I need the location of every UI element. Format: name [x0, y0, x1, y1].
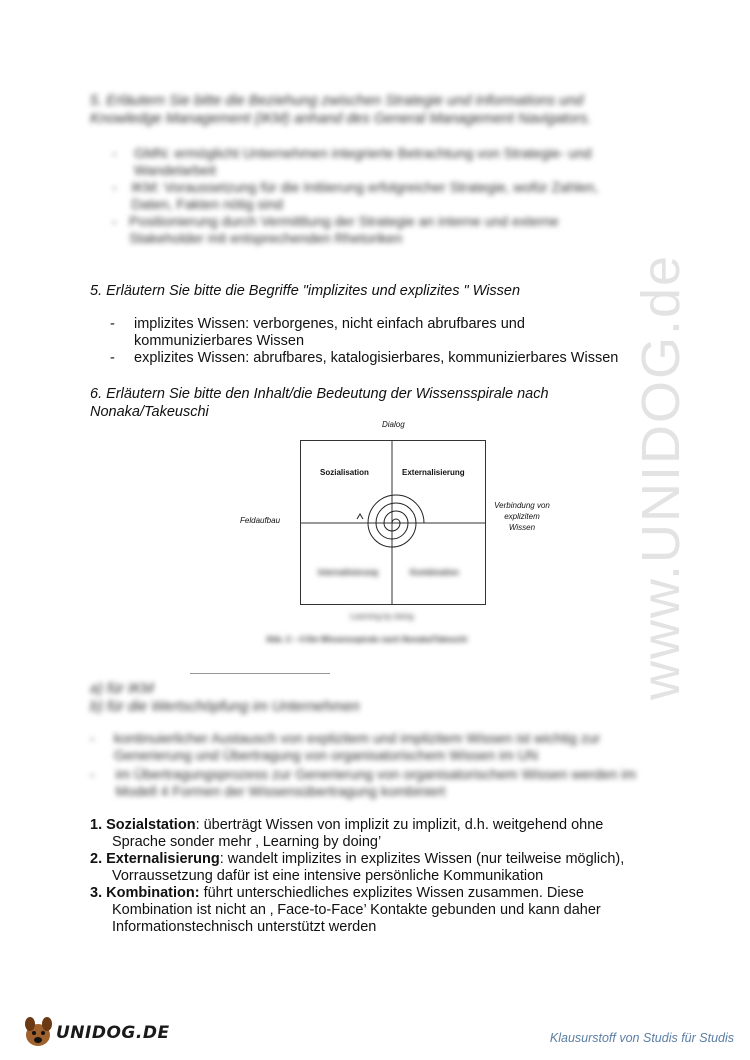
- list-item-text: implizites Wissen: verborgenes, nicht einfach abrufbares und kommunizierbares Wissen: [134, 316, 525, 349]
- list-item: - im Übertragungsprozess zur Generierung von organisatorischem Wissen werden im Modell 4 Formen der Wissensübertragung kombiniert: [90, 766, 660, 800]
- list-item: - implizites Wissen: verborgenes, nicht einfach abrufbares und kommunizierbares Wissen: [110, 316, 525, 349]
- unidog-logo: [20, 1015, 170, 1049]
- continuation-line: Informationstechnisch unterstützt werden: [112, 919, 377, 935]
- blurred-list: [112, 145, 632, 247]
- list-item: - kontinuierlicher Austausch von explizitem und implizitem Wissen ist wichtig zur Generierung und Übertragung von organisatorischem Wissen im UN: [90, 730, 660, 764]
- numbered-item: 3. Kombination: führt unterschiedliches explizites Wissen zusammen. Diese Kombination ist nicht an ‚ Face-to-Face’ Kontakte gebunden und kann daher Informationstechnisch unterstützt werden: [90, 885, 670, 936]
- footer-tagline: Klausurstoff von Studis für Studis: [549, 1031, 734, 1045]
- quadrant-tl: Sozialisation: [320, 468, 369, 477]
- diagram-right-label: Verbindung von explizitem Wissen: [494, 501, 550, 532]
- numbered-item: 2. Externalisierung: wandelt implizites in explizites Wissen (nur teilweise möglich), Vorraussetzung dafür ist eine intensive persönliche Kommunikation: [90, 851, 670, 885]
- list-item-text: kontinuierlicher Austausch von explizitem und implizitem Wissen ist wichtig zur Generierung und Übertragung von organisatorischem Wissen im UN: [113, 730, 601, 763]
- spiral-icon: [368, 495, 424, 547]
- dog-icon: [20, 1015, 56, 1049]
- list-item-text: Positionierung durch Vermittlung der Strategie an interne und externe Stakeholder mit entsprechenden Rhetoriken: [129, 213, 559, 246]
- question-5: 5. Erläutern Sie bitte die Begriffe "implizites und explizites " Wissen: [90, 283, 521, 299]
- list-item-text: IKM: Voraussetzung für die Initiierung erfolgreicher Strategie, wofür Zahlen, Daten, Fakten nötig sind: [131, 179, 599, 212]
- sub-question-b: b) für die Wertschöpfung im Unternehmen: [90, 699, 360, 715]
- question-6-line: 6. Erläutern Sie bitte den Inhalt/die Bedeutung der Wissensspirale nach: [90, 386, 549, 402]
- term-label: Externalisierung: [106, 851, 220, 867]
- diagram-left-label: Feldaufbau: [240, 516, 281, 525]
- list-item-text: explizites Wissen: abrufbares, katalogisierbares, kommunizierbares Wissen: [134, 350, 619, 366]
- quadrant-br: Kombination: [410, 568, 459, 577]
- blurred-question: 5. Erläutern Sie bitte die Beziehung zwischen Strategie und Informations und Knowledge Management (IKM) anhand des General Management Navigators.: [90, 93, 592, 127]
- footnote-rule: [190, 673, 330, 674]
- diagram-bottom-label: Learning by doing: [350, 612, 414, 621]
- q5-list: [110, 316, 670, 367]
- list-item-text: im Übertragungsprozess zur Generierung von organisatorischem Wissen werden im Modell 4 Formen der Wissensübertragung kombiniert: [115, 766, 637, 799]
- spiral-graphic: [300, 440, 486, 605]
- blurred-mid-list: [90, 730, 660, 800]
- list-item-text: GMN: ermöglicht Unternehmen integrierte Betrachtung von Strategie- und Wandelarbeit: [134, 145, 592, 178]
- quadrant-tr: Externalisierung: [402, 468, 465, 477]
- diagram-top-label: Dialog: [382, 420, 405, 429]
- sub-question-a: a) für IKM: [90, 681, 154, 697]
- numbered-item: 1. Sozialstation: überträgt Wissen von implizit zu implizit, d.h. weitgehend ohne Sprache sonder mehr ‚ Learning by doing’: [90, 817, 670, 851]
- knowledge-spiral-diagram: [300, 440, 486, 605]
- spiral-arrow-icon: [357, 514, 363, 519]
- question-6-line: Nonaka/Takeuschi: [90, 404, 209, 420]
- term-label: Kombination:: [106, 885, 200, 901]
- list-item: - Positionierung durch Vermittlung der Strategie an interne und externe Stakeholder mit entsprechenden Rhetoriken: [112, 213, 632, 247]
- watermark: www.UNIDOG.de: [631, 253, 691, 700]
- blurred-subquestions: [90, 680, 360, 716]
- diagram-caption: Abb. 2 – 4 Die Wissensspirale nach Nonaka/Takeuchi: [266, 635, 468, 644]
- question-6: [90, 385, 549, 421]
- logo-text: UNIDOG.DE: [56, 1023, 170, 1043]
- numbered-list: [90, 817, 670, 936]
- list-item: - explizites Wissen: abrufbares, katalogisierbares, kommunizierbares Wissen: [110, 350, 619, 366]
- continuation-line: Vorraussetzung dafür ist eine intensive persönliche Kommunikation: [112, 868, 544, 884]
- list-item: - GMN: ermöglicht Unternehmen integrierte Betrachtung von Strategie- und Wandelarbeit: [112, 145, 632, 179]
- term-label: Sozialstation: [106, 817, 196, 833]
- quadrant-bl: Internalisierung: [318, 568, 379, 577]
- continuation-line: Sprache sonder mehr ‚ Learning by doing’: [112, 834, 382, 850]
- list-item: - IKM: Voraussetzung für die Initiierung erfolgreicher Strategie, wofür Zahlen, Daten, Fakten nötig sind: [112, 179, 632, 213]
- continuation-line: Kombination ist nicht an ‚ Face-to-Face’ Kontakte gebunden und kann daher: [112, 902, 601, 918]
